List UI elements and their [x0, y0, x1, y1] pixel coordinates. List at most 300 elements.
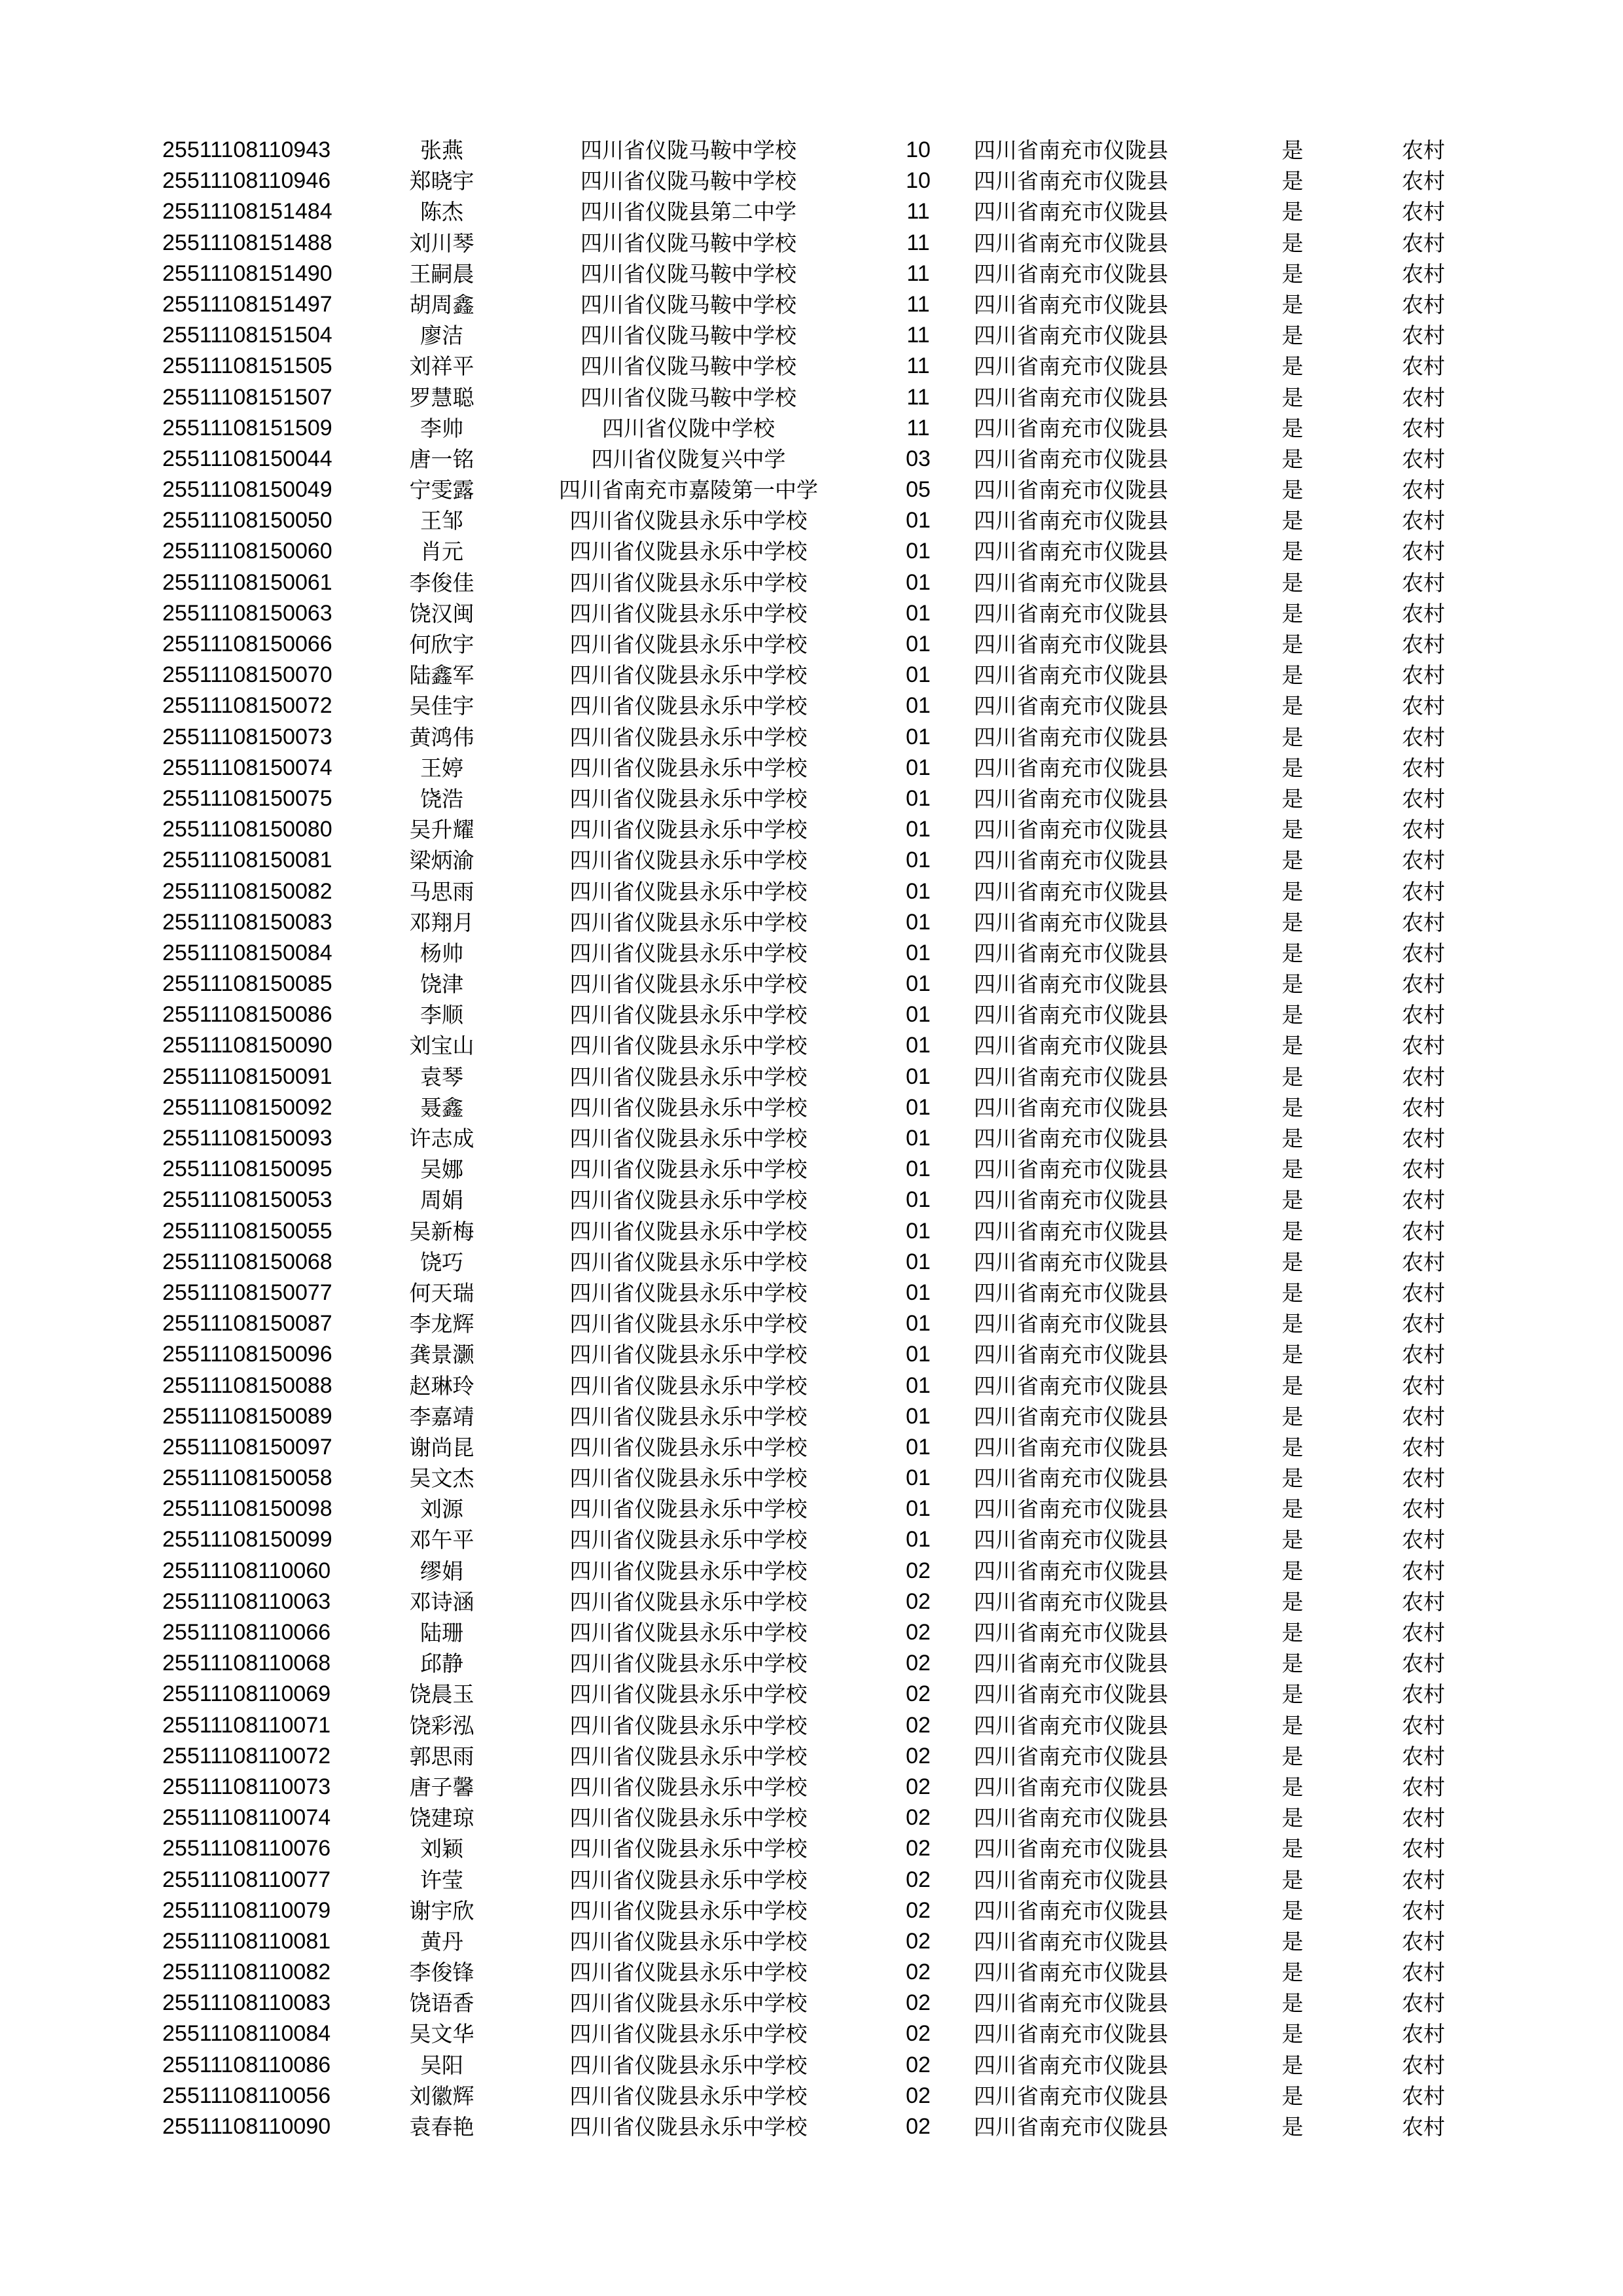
region-cell: 四川省南充市仪陇县 — [974, 1218, 1168, 1244]
student-name-cell: 许志成 — [409, 1126, 474, 1151]
table-row — [0, 1833, 1623, 1864]
household-type-cell: 农村 — [1402, 1620, 1445, 1645]
school-cell: 四川省仪陇县永乐中学校 — [569, 1002, 808, 1028]
exam-id-cell: 25511108151504 — [162, 323, 332, 348]
class-code-cell: 01 — [906, 1249, 931, 1274]
table-row — [0, 196, 1623, 227]
table-row — [0, 1247, 1623, 1278]
table-row — [0, 351, 1623, 382]
eligibility-flag-cell: 是 — [1281, 1743, 1304, 1769]
school-cell: 四川省仪陇县永乐中学校 — [569, 569, 808, 596]
region-cell: 四川省南充市仪陇县 — [974, 1064, 1168, 1090]
household-type-cell: 农村 — [1402, 1126, 1445, 1151]
class-code-cell: 11 — [906, 199, 930, 224]
region-cell: 四川省南充市仪陇县 — [974, 137, 1168, 163]
table-row — [0, 1648, 1623, 1679]
table-row — [0, 1062, 1623, 1092]
school-cell: 四川省仪陇县永乐中学校 — [569, 1218, 808, 1244]
region-cell: 四川省南充市仪陇县 — [974, 1620, 1168, 1645]
school-cell: 四川省仪陇县永乐中学校 — [569, 724, 808, 750]
class-code-cell: 01 — [906, 755, 931, 780]
region-cell: 四川省南充市仪陇县 — [974, 1434, 1168, 1460]
class-code-cell: 01 — [906, 1126, 931, 1151]
exam-id-cell: 25511108151509 — [162, 415, 332, 440]
exam-id-cell: 25511108150077 — [162, 1280, 332, 1305]
region-cell: 四川省南充市仪陇县 — [974, 878, 1168, 905]
student-name-cell: 唐一铭 — [409, 446, 474, 472]
table-row — [0, 629, 1623, 660]
eligibility-flag-cell: 是 — [1281, 1342, 1304, 1368]
school-cell: 四川省仪陇县永乐中学校 — [569, 600, 808, 626]
household-type-cell: 农村 — [1402, 600, 1445, 626]
school-cell: 四川省仪陇县永乐中学校 — [569, 1527, 808, 1553]
exam-id-cell: 25511108110060 — [162, 1558, 331, 1583]
student-name-cell: 饶彩泓 — [409, 1712, 474, 1738]
table-row — [0, 1957, 1623, 1988]
exam-id-cell: 25511108150097 — [162, 1434, 332, 1460]
student-name-cell: 何欣宇 — [409, 632, 474, 657]
school-cell: 四川省仪陇县永乐中学校 — [569, 1588, 808, 1615]
household-type-cell: 农村 — [1402, 1372, 1445, 1399]
region-cell: 四川省南充市仪陇县 — [974, 1712, 1168, 1738]
class-code-cell: 03 — [906, 446, 931, 471]
exam-id-cell: 25511108150095 — [162, 1157, 332, 1182]
eligibility-flag-cell: 是 — [1281, 168, 1304, 194]
eligibility-flag-cell: 是 — [1281, 137, 1304, 163]
eligibility-flag-cell: 是 — [1281, 2083, 1304, 2109]
school-cell: 四川省仪陇马鞍中学校 — [580, 323, 796, 349]
school-cell: 四川省仪陇马鞍中学校 — [580, 384, 796, 410]
region-cell: 四川省南充市仪陇县 — [974, 1496, 1168, 1522]
eligibility-flag-cell: 是 — [1281, 1372, 1304, 1399]
school-cell: 四川省仪陇县永乐中学校 — [569, 1651, 808, 1677]
eligibility-flag-cell: 是 — [1281, 1465, 1304, 1492]
eligibility-flag-cell: 是 — [1281, 1588, 1304, 1615]
table-row — [0, 413, 1623, 444]
class-code-cell: 01 — [906, 785, 931, 811]
household-type-cell: 农村 — [1402, 1465, 1445, 1492]
eligibility-flag-cell: 是 — [1281, 971, 1304, 997]
table-row — [0, 691, 1623, 721]
region-cell: 四川省南充市仪陇县 — [974, 1157, 1168, 1183]
exam-id-cell: 25511108151507 — [162, 384, 332, 410]
student-name-cell: 陈杰 — [420, 199, 463, 225]
region-cell: 四川省南充市仪陇县 — [974, 1867, 1168, 1893]
household-type-cell: 农村 — [1402, 1187, 1445, 1213]
table-row — [0, 907, 1623, 938]
region-cell: 四川省南充市仪陇县 — [974, 848, 1168, 874]
class-code-cell: 01 — [906, 940, 931, 965]
household-type-cell: 农村 — [1402, 2021, 1445, 2047]
eligibility-flag-cell: 是 — [1281, 1157, 1304, 1183]
table-row — [0, 1587, 1623, 1617]
school-cell: 四川省仪陇县永乐中学校 — [569, 1990, 808, 2017]
region-cell: 四川省南充市仪陇县 — [974, 1372, 1168, 1399]
table-row — [0, 876, 1623, 907]
school-cell: 四川省仪陇县永乐中学校 — [569, 1620, 808, 1645]
student-name-cell: 许莹 — [420, 1867, 463, 1893]
school-cell: 四川省仪陇县永乐中学校 — [569, 1743, 808, 1769]
class-code-cell: 01 — [906, 1157, 931, 1182]
exam-id-cell: 25511108150053 — [162, 1187, 332, 1213]
exam-id-cell: 25511108150084 — [162, 940, 332, 965]
region-cell: 四川省南充市仪陇县 — [974, 2083, 1168, 2109]
table-row — [0, 814, 1623, 845]
class-code-cell: 11 — [906, 291, 930, 317]
household-type-cell: 农村 — [1402, 1311, 1445, 1337]
region-cell: 四川省南充市仪陇县 — [974, 1280, 1168, 1306]
table-row — [0, 1185, 1623, 1215]
eligibility-flag-cell: 是 — [1281, 1280, 1304, 1306]
eligibility-flag-cell: 是 — [1281, 1403, 1304, 1429]
class-code-cell: 01 — [906, 1342, 931, 1367]
eligibility-flag-cell: 是 — [1281, 569, 1304, 596]
household-type-cell: 农村 — [1402, 1033, 1445, 1059]
region-cell: 四川省南充市仪陇县 — [974, 2021, 1168, 2047]
region-cell: 四川省南充市仪陇县 — [974, 353, 1168, 380]
student-name-cell: 黄鸿伟 — [409, 724, 474, 750]
region-cell: 四川省南充市仪陇县 — [974, 291, 1168, 317]
eligibility-flag-cell: 是 — [1281, 848, 1304, 874]
region-cell: 四川省南充市仪陇县 — [974, 971, 1168, 997]
class-code-cell: 01 — [906, 539, 931, 564]
school-cell: 四川省仪陇县永乐中学校 — [569, 1496, 808, 1522]
table-row — [0, 1216, 1623, 1247]
class-code-cell: 02 — [906, 1774, 931, 1799]
table-row — [0, 1926, 1623, 1957]
exam-id-cell: 25511108150087 — [162, 1311, 332, 1336]
region-cell: 四川省南充市仪陇县 — [974, 600, 1168, 626]
table-row — [0, 382, 1623, 413]
school-cell: 四川省仪陇县永乐中学校 — [569, 1928, 808, 1954]
household-type-cell: 农村 — [1402, 1249, 1445, 1275]
exam-id-cell: 25511108110071 — [162, 1712, 331, 1738]
region-cell: 四川省南充市仪陇县 — [974, 693, 1168, 719]
table-row — [0, 938, 1623, 969]
exam-id-cell: 25511108151497 — [162, 291, 332, 317]
class-code-cell: 01 — [906, 909, 931, 935]
school-cell: 四川省仪陇县永乐中学校 — [569, 1712, 808, 1738]
class-code-cell: 02 — [906, 1897, 931, 1923]
student-name-cell: 李俊锋 — [409, 1960, 474, 1986]
school-cell: 四川省仪陇县永乐中学校 — [569, 1867, 808, 1893]
school-cell: 四川省仪陇县永乐中学校 — [569, 940, 808, 966]
student-name-cell: 聂鑫 — [420, 1094, 463, 1121]
table-row — [0, 1339, 1623, 1370]
student-name-cell: 吴佳宇 — [409, 693, 474, 719]
household-type-cell: 农村 — [1402, 662, 1445, 689]
exam-id-cell: 25511108150098 — [162, 1496, 332, 1522]
region-cell: 四川省南充市仪陇县 — [974, 1805, 1168, 1831]
school-cell: 四川省仪陇县永乐中学校 — [569, 1836, 808, 1862]
exam-id-cell: 25511108110063 — [162, 1588, 331, 1614]
household-type-cell: 农村 — [1402, 323, 1445, 349]
eligibility-flag-cell: 是 — [1281, 415, 1304, 441]
exam-id-cell: 25511108151488 — [162, 230, 332, 255]
class-code-cell: 01 — [906, 1403, 931, 1429]
region-cell: 四川省南充市仪陇县 — [974, 909, 1168, 935]
region-cell: 四川省南充市仪陇县 — [974, 384, 1168, 410]
eligibility-flag-cell: 是 — [1281, 539, 1304, 565]
exam-id-cell: 25511108110066 — [162, 1620, 331, 1645]
student-name-cell: 陆鑫军 — [409, 662, 474, 689]
eligibility-flag-cell: 是 — [1281, 1867, 1304, 1893]
household-type-cell: 农村 — [1402, 909, 1445, 935]
student-name-cell: 邓午平 — [409, 1527, 474, 1553]
eligibility-flag-cell: 是 — [1281, 1712, 1304, 1738]
table-row — [0, 536, 1623, 567]
eligibility-flag-cell: 是 — [1281, 1187, 1304, 1213]
eligibility-flag-cell: 是 — [1281, 2114, 1304, 2140]
school-cell: 四川省仪陇县永乐中学校 — [569, 1126, 808, 1151]
exam-id-cell: 25511108150055 — [162, 1218, 332, 1244]
household-type-cell: 农村 — [1402, 1712, 1445, 1738]
table-row — [0, 1092, 1623, 1123]
household-type-cell: 农村 — [1402, 446, 1445, 472]
region-cell: 四川省南充市仪陇县 — [974, 724, 1168, 750]
class-code-cell: 01 — [906, 971, 931, 997]
student-name-cell: 宁雯露 — [409, 477, 474, 503]
eligibility-flag-cell: 是 — [1281, 662, 1304, 689]
table-row — [0, 320, 1623, 351]
table-row — [0, 444, 1623, 475]
household-type-cell: 农村 — [1402, 632, 1445, 657]
student-name-cell: 郑晓宇 — [409, 168, 474, 194]
exam-id-cell: 25511108110081 — [162, 1928, 331, 1954]
school-cell: 四川省仪陇县永乐中学校 — [569, 1960, 808, 1986]
table-row — [0, 1679, 1623, 1710]
student-name-cell: 袁琴 — [420, 1064, 463, 1090]
student-name-cell: 刘宝山 — [409, 1033, 474, 1059]
student-name-cell: 赵琳玲 — [409, 1372, 474, 1399]
exam-id-cell: 25511108110090 — [162, 2114, 331, 2139]
household-type-cell: 农村 — [1402, 1157, 1445, 1183]
class-code-cell: 01 — [906, 878, 931, 904]
household-type-cell: 农村 — [1402, 384, 1445, 410]
exam-id-cell: 25511108150075 — [162, 785, 332, 811]
student-name-cell: 陆珊 — [420, 1620, 463, 1645]
household-type-cell: 农村 — [1402, 539, 1445, 565]
region-cell: 四川省南充市仪陇县 — [974, 785, 1168, 812]
student-name-cell: 饶津 — [420, 971, 463, 997]
eligibility-flag-cell: 是 — [1281, 230, 1304, 256]
exam-id-cell: 25511108110079 — [162, 1897, 331, 1923]
household-type-cell: 农村 — [1402, 971, 1445, 997]
student-name-cell: 李帅 — [420, 415, 463, 441]
school-cell: 四川省仪陇中学校 — [602, 415, 775, 441]
eligibility-flag-cell: 是 — [1281, 755, 1304, 781]
eligibility-flag-cell: 是 — [1281, 1681, 1304, 1708]
household-type-cell: 农村 — [1402, 1743, 1445, 1769]
class-code-cell: 11 — [906, 230, 930, 255]
class-code-cell: 01 — [906, 1218, 931, 1244]
class-code-cell: 01 — [906, 1002, 931, 1028]
household-type-cell: 农村 — [1402, 1403, 1445, 1429]
household-type-cell: 农村 — [1402, 260, 1445, 287]
school-cell: 四川省仪陇马鞍中学校 — [580, 291, 796, 317]
class-code-cell: 11 — [906, 260, 930, 286]
region-cell: 四川省南充市仪陇县 — [974, 662, 1168, 689]
class-code-cell: 11 — [906, 353, 930, 379]
exam-id-cell: 25511108110056 — [162, 2083, 331, 2108]
student-name-cell: 吴新梅 — [409, 1218, 474, 1244]
student-name-cell: 罗慧聪 — [409, 384, 474, 410]
eligibility-flag-cell: 是 — [1281, 1928, 1304, 1954]
student-name-cell: 缪娟 — [420, 1558, 463, 1584]
class-code-cell: 02 — [906, 1588, 931, 1614]
eligibility-flag-cell: 是 — [1281, 1620, 1304, 1645]
region-cell: 四川省南充市仪陇县 — [974, 1897, 1168, 1924]
eligibility-flag-cell: 是 — [1281, 693, 1304, 719]
school-cell: 四川省仪陇县永乐中学校 — [569, 1897, 808, 1924]
eligibility-flag-cell: 是 — [1281, 1064, 1304, 1090]
region-cell: 四川省南充市仪陇县 — [974, 1465, 1168, 1492]
school-cell: 四川省仪陇县永乐中学校 — [569, 1094, 808, 1121]
exam-id-cell: 25511108150058 — [162, 1465, 332, 1491]
eligibility-flag-cell: 是 — [1281, 724, 1304, 750]
household-type-cell: 农村 — [1402, 1280, 1445, 1306]
class-code-cell: 01 — [906, 1311, 931, 1336]
household-type-cell: 农村 — [1402, 1928, 1445, 1954]
table-row — [0, 2050, 1623, 2081]
household-type-cell: 农村 — [1402, 1805, 1445, 1831]
student-name-cell: 谢宇欣 — [409, 1897, 474, 1924]
exam-id-cell: 25511108150099 — [162, 1527, 332, 1552]
household-type-cell: 农村 — [1402, 508, 1445, 534]
eligibility-flag-cell: 是 — [1281, 909, 1304, 935]
school-cell: 四川省仪陇县永乐中学校 — [569, 1280, 808, 1306]
region-cell: 四川省南充市仪陇县 — [974, 1342, 1168, 1368]
table-row — [0, 1123, 1623, 1154]
region-cell: 四川省南充市仪陇县 — [974, 1002, 1168, 1028]
class-code-cell: 10 — [906, 137, 931, 162]
class-code-cell: 01 — [906, 569, 931, 595]
region-cell: 四川省南充市仪陇县 — [974, 539, 1168, 565]
exam-id-cell: 25511108110083 — [162, 1990, 331, 2016]
school-cell: 四川省仪陇马鞍中学校 — [580, 230, 796, 256]
eligibility-flag-cell: 是 — [1281, 1434, 1304, 1460]
eligibility-flag-cell: 是 — [1281, 1094, 1304, 1121]
school-cell: 四川省仪陇县永乐中学校 — [569, 1465, 808, 1492]
school-cell: 四川省仪陇县永乐中学校 — [569, 2021, 808, 2047]
exam-id-cell: 25511108151490 — [162, 260, 332, 286]
region-cell: 四川省南充市仪陇县 — [974, 755, 1168, 781]
school-cell: 四川省仪陇县永乐中学校 — [569, 508, 808, 534]
school-cell: 四川省仪陇马鞍中学校 — [580, 353, 796, 380]
student-name-cell: 杨帅 — [420, 940, 463, 966]
school-cell: 四川省仪陇县永乐中学校 — [569, 1249, 808, 1275]
table-row — [0, 722, 1623, 753]
region-cell: 四川省南充市仪陇县 — [974, 1681, 1168, 1708]
table-row — [0, 999, 1623, 1030]
class-code-cell: 02 — [906, 1805, 931, 1831]
eligibility-flag-cell: 是 — [1281, 940, 1304, 966]
student-name-cell: 黄丹 — [420, 1928, 463, 1954]
eligibility-flag-cell: 是 — [1281, 1249, 1304, 1275]
class-code-cell: 01 — [906, 848, 931, 873]
class-code-cell: 01 — [906, 1064, 931, 1089]
household-type-cell: 农村 — [1402, 2052, 1445, 2078]
region-cell: 四川省南充市仪陇县 — [974, 477, 1168, 503]
household-type-cell: 农村 — [1402, 817, 1445, 843]
region-cell: 四川省南充市仪陇县 — [974, 1033, 1168, 1059]
school-cell: 四川省仪陇县永乐中学校 — [569, 817, 808, 843]
household-type-cell: 农村 — [1402, 1588, 1445, 1615]
student-name-cell: 唐子馨 — [409, 1774, 474, 1800]
table-row — [0, 783, 1623, 814]
school-cell: 四川省仪陇县永乐中学校 — [569, 2052, 808, 2078]
eligibility-flag-cell: 是 — [1281, 199, 1304, 225]
household-type-cell: 农村 — [1402, 878, 1445, 905]
student-name-cell: 李顺 — [420, 1002, 463, 1028]
table-row — [0, 475, 1623, 505]
school-cell: 四川省仪陇县永乐中学校 — [569, 1403, 808, 1429]
class-code-cell: 01 — [906, 817, 931, 842]
household-type-cell: 农村 — [1402, 569, 1445, 596]
class-code-cell: 01 — [906, 1187, 931, 1213]
region-cell: 四川省南充市仪陇县 — [974, 1651, 1168, 1677]
exam-id-cell: 25511108110072 — [162, 1743, 331, 1768]
region-cell: 四川省南充市仪陇县 — [974, 1558, 1168, 1584]
exam-id-cell: 25511108150061 — [162, 569, 332, 595]
class-code-cell: 02 — [906, 1681, 931, 1707]
household-type-cell: 农村 — [1402, 940, 1445, 966]
student-name-cell: 梁炳渝 — [409, 848, 474, 874]
table-row — [0, 1865, 1623, 1895]
student-name-cell: 饶浩 — [420, 785, 463, 812]
class-code-cell: 02 — [906, 1558, 931, 1583]
class-code-cell: 02 — [906, 1836, 931, 1861]
eligibility-flag-cell: 是 — [1281, 2052, 1304, 2078]
class-code-cell: 01 — [906, 1434, 931, 1460]
table-row — [0, 505, 1623, 536]
region-cell: 四川省南充市仪陇县 — [974, 168, 1168, 194]
household-type-cell: 农村 — [1402, 1496, 1445, 1522]
exam-id-cell: 25511108110946 — [162, 168, 331, 194]
eligibility-flag-cell: 是 — [1281, 600, 1304, 626]
table-row — [0, 1988, 1623, 2018]
student-name-cell: 刘祥平 — [409, 353, 474, 380]
household-type-cell: 农村 — [1402, 415, 1445, 441]
table-row — [0, 289, 1623, 320]
eligibility-flag-cell: 是 — [1281, 1496, 1304, 1522]
class-code-cell: 02 — [906, 2114, 931, 2139]
region-cell: 四川省南充市仪陇县 — [974, 1774, 1168, 1800]
school-cell: 四川省仪陇县永乐中学校 — [569, 1558, 808, 1584]
household-type-cell: 农村 — [1402, 1342, 1445, 1368]
exam-id-cell: 25511108150086 — [162, 1002, 332, 1028]
student-name-cell: 何天瑞 — [409, 1280, 474, 1306]
class-code-cell: 05 — [906, 477, 931, 503]
school-cell: 四川省南充市嘉陵第一中学 — [559, 477, 818, 503]
school-cell: 四川省仪陇县永乐中学校 — [569, 1805, 808, 1831]
table-row — [0, 259, 1623, 289]
student-name-cell: 王邹 — [420, 508, 463, 534]
household-type-cell: 农村 — [1402, 785, 1445, 812]
school-cell: 四川省仪陇县永乐中学校 — [569, 878, 808, 905]
exam-id-cell: 25511108110084 — [162, 2021, 331, 2047]
eligibility-flag-cell: 是 — [1281, 477, 1304, 503]
region-cell: 四川省南充市仪陇县 — [974, 199, 1168, 225]
table-row — [0, 1895, 1623, 1926]
eligibility-flag-cell: 是 — [1281, 1311, 1304, 1337]
household-type-cell: 农村 — [1402, 168, 1445, 194]
exam-id-cell: 25511108150080 — [162, 817, 332, 842]
eligibility-flag-cell: 是 — [1281, 817, 1304, 843]
household-type-cell: 农村 — [1402, 1990, 1445, 2017]
table-row — [0, 1741, 1623, 1772]
table-row — [0, 2081, 1623, 2111]
